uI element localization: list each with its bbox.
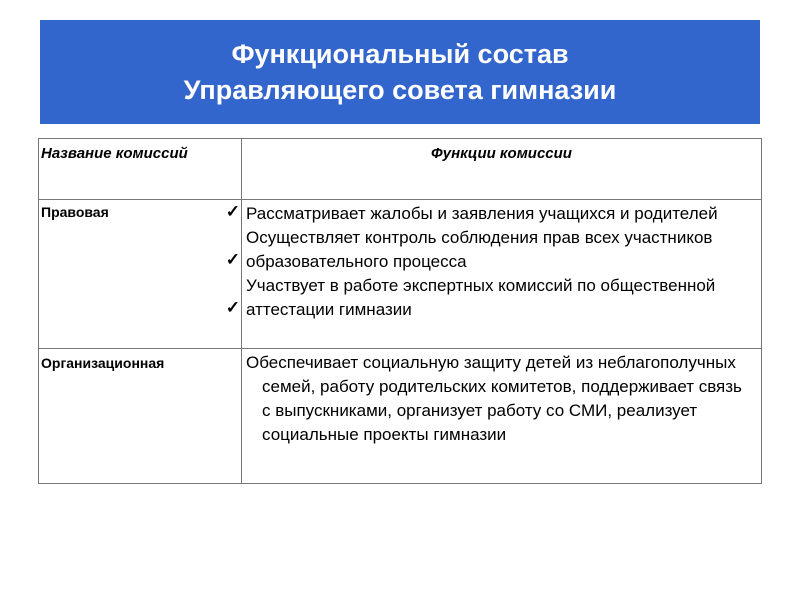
function-item: Осуществляет контроль соблюдения прав всех участников образовательного процесса (246, 228, 713, 271)
table-row (39, 200, 762, 349)
checkmark-icon: ✓ (225, 298, 240, 317)
commission-name: Организационная (41, 355, 165, 371)
table-header-row (39, 139, 762, 200)
checkmark-icon: ✓ (225, 250, 240, 269)
commission-name-cell (39, 349, 242, 484)
checkmark-icon: ✓ (225, 202, 240, 221)
function-item: Рассматривает жалобы и заявления учащихся и родителей (246, 204, 718, 223)
commission-functions-cell (242, 349, 762, 484)
title-line-2: Управляющего совета гимназии (183, 75, 617, 105)
title-banner (40, 20, 760, 124)
function-item: Обеспечивает социальную защиту детей из неблагополучных семей, работу родительских комитетов, поддерживает связь с выпускниками, организует работу со СМИ, реализует социальные проекты гимназии (246, 353, 742, 444)
commission-name-cell (39, 200, 242, 349)
table-row (39, 349, 762, 484)
function-item: Участвует в работе экспертных комиссий по общественной аттестации гимназии (246, 276, 716, 319)
title-line-1: Функциональный состав (231, 39, 569, 69)
header-commission-functions: Функции комиссии (242, 139, 762, 200)
commission-name: Правовая (41, 204, 109, 220)
header-commission-name: Название комиссий (39, 139, 242, 200)
commission-functions-cell (242, 200, 762, 349)
commissions-table (38, 138, 762, 484)
